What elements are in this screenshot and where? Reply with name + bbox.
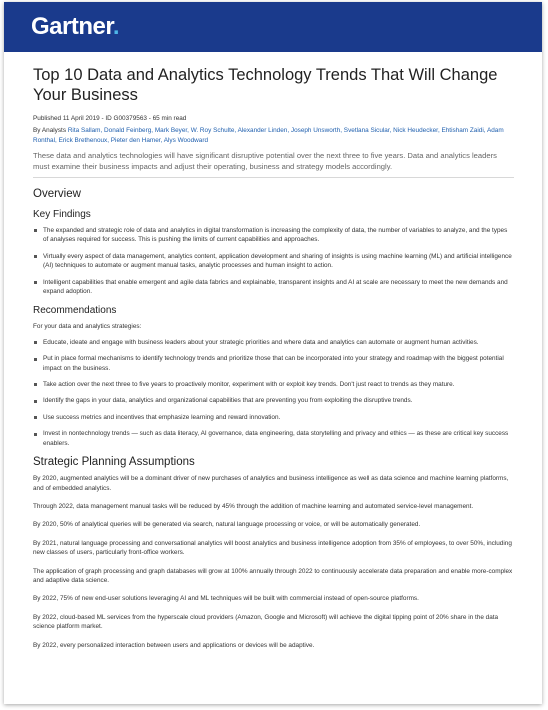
assumptions-list — [33, 474, 514, 650]
list-item: The expanded and strategic role of data and analytics in digital transformation is increasing the complexity of data, the number of variables to analyze, and the types of analyses required for success. This is pushing the limits of current capabilities and approaches. — [33, 226, 514, 245]
assumption-paragraph: Through 2022, data management manual tasks will be reduced by 45% through the addition of machine learning and automated service-level management. — [33, 502, 474, 510]
overview-heading: Overview — [33, 188, 81, 200]
list-item: Identify the gaps in your data, analytics and organizational capabilities that are preventing you from exploiting the disruptive trends. — [33, 396, 514, 405]
publication-meta: Published 11 April 2019 - ID G00379563 - 65 min read — [33, 115, 187, 122]
key-findings-list — [33, 226, 514, 296]
document-title: Top 10 Data and Analytics Technology Trends That Will Change Your Business — [33, 66, 498, 104]
list-item: Virtually every aspect of data management, analytics content, application development and sharing of insights is using machine learning (ML) and artificial intelligence (AI) techniques to automate or augment manual tasks, analytic processes and human insight to action. — [33, 252, 514, 271]
analysts-label: By Analysts — [33, 127, 68, 134]
document-page — [4, 2, 542, 704]
assumption-paragraph: By 2020, augmented analytics will be a dominant driver of new purchases of analytics and business intelligence as well as data science and machine learning platforms, and of embedded analytics. — [33, 475, 509, 492]
summary-divider — [33, 177, 514, 178]
list-item: Invest in nontechnology trends — such as data literacy, AI governance, data engineering, data storytelling and privacy and ethics — as these are critical key success enablers. — [33, 429, 514, 448]
assumption-paragraph: By 2021, natural language processing and conversational analytics will boost analytics and business intelligence adoption from 35% of employees, to over 50%, including new classes of users, particularly front-office workers. — [33, 539, 512, 557]
list-item: Educate, ideate and engage with business leaders about your strategic priorities and where data and analytics can automate or augment human activities. — [33, 338, 514, 347]
analyst-links[interactable]: Rita Sallam, Donald Feinberg, Mark Beyer, W. Roy Schulte, Alexander Linden, Joseph Unsworth, Svetlana Sicular, Nick Heudecker, Ehtisham Zaidi, Adam Ronthal, Erick Brethenoux, Pieter den Hamer, Alys Woodward — [33, 127, 504, 144]
list-item: Intelligent capabilities that enable emergent and agile data fabrics and explainable, transparent insights and AI at scale are necessary to meet the new demands and expand adoption. — [33, 278, 514, 297]
gartner-header — [4, 2, 542, 52]
list-item: Use success metrics and incentives that emphasize learning and reward innovation. — [33, 413, 514, 422]
assumption-paragraph: By 2020, 50% of analytical queries will be generated via search, natural language processing or voice, or will be automatically generated. — [33, 521, 421, 529]
assumption-paragraph: By 2022, 75% of new end-user solutions leveraging AI and ML techniques will be built with commercial instead of open-source platforms. — [33, 595, 419, 603]
list-item: Take action over the next three to five years to proactively monitor, experiment with or exploit key trends. Don't just react to trends as they mature. — [33, 380, 514, 389]
list-item: Put in place formal mechanisms to identify technology trends and prioritize those that can be incorporated into your strategy and roadmap with the biggest potential impact on the business. — [33, 354, 514, 373]
assumption-paragraph: By 2022, cloud-based ML services from the hyperscale cloud providers (Amazon, Google and Microsoft) will achieve the digital tipping point of 20% share in the data science platform market. — [33, 613, 499, 631]
analysts-line — [33, 126, 514, 145]
recommendations-heading: Recommendations — [33, 305, 117, 317]
assumptions-heading: Strategic Planning Assumptions — [33, 456, 195, 469]
assumption-paragraph: The application of graph processing and graph databases will grow at 100% annually through 2022 to continuously accelerate data preparation and enable more-complex and adaptive data science. — [33, 567, 513, 584]
key-findings-heading: Key Findings — [33, 209, 91, 220]
assumption-paragraph: By 2022, every personalized interaction between users and applications or devices will be adaptive. — [33, 641, 315, 649]
gartner-logo[interactable]: Gartner. — [31, 13, 120, 40]
recommendations-list — [33, 338, 514, 448]
document-summary: These data and analytics technologies will have significant disruptive potential over the next three to five years. Data and analytics leaders must examine their business impacts and adjust their operating, business and strategy models accordingly. — [33, 151, 497, 171]
document-content — [4, 65, 542, 650]
recommendations-intro: For your data and analytics strategies: — [33, 323, 142, 331]
